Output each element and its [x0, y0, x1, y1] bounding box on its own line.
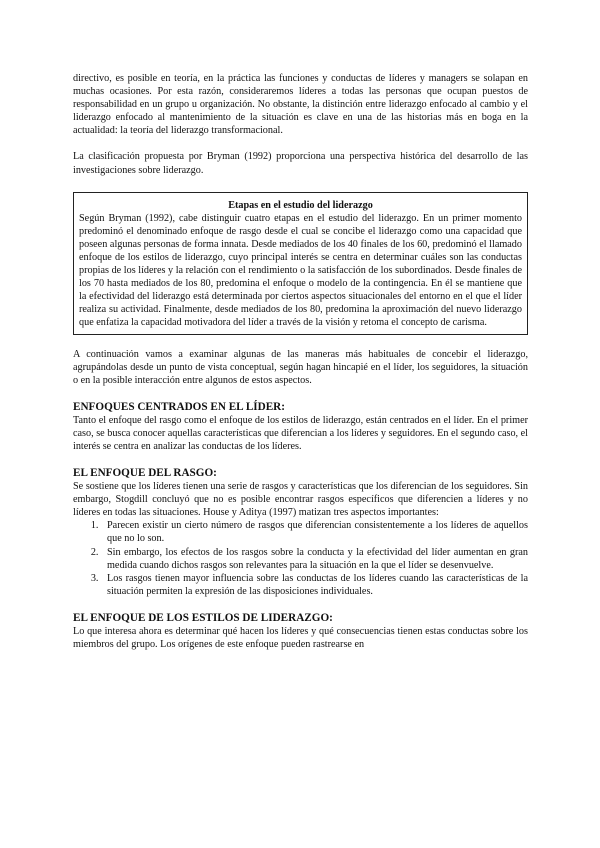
stages-box: [73, 192, 528, 335]
stages-box-text: Según Bryman (1992), cabe distinguir cuatro etapas en el estudio del liderazgo. En un primer momento predominó el denominado enfoque de rasgo desde el cual se concibe el liderazgo como una capacidad que poseen algunas personas de forma innata. Desde mediados de los 40 finales de los 60, predominó el llamado enfoque de los estilos de liderazgo, cuyo principal interés se centra en determinar cuáles son las conductas propias de los líderes y la relación con el rendimiento o la satisfacción de los subordinados. Desde finales de los 70 hasta mediados de los 80, predomina el enfoque o modelo de la contingencia. En él se mantiene que la efectividad del liderazgo está determinada por ciertos aspectos situacionales del entorno en el que el líder realiza su actividad. Finalmente, desde mediados de los 80, predomina la aproximación del nuevo liderazgo que enfatiza la capacidad motivadora del líder a través de la visión y retoma el concepto de carisma.: [79, 212, 522, 329]
trait-aspects-list: [73, 519, 528, 598]
stages-box-title: Etapas en el estudio del liderazgo: [228, 199, 373, 211]
list-item: 2. Sin embargo, los efectos de los rasgos sobre la conducta y la efectividad del líder aumentan en gran medida cuando dichos rasgos son relevantes para la situación en la que el líder se desenvuelve.: [101, 546, 528, 572]
section-text-trait: Se sostiene que los líderes tienen una serie de rasgos y características que los diferencian de los seguidores. Sin embargo, Stogdill concluyó que no es posible encontrar rasgos específicos que diferencien a líderes y no líderes en todas las situaciones. House y Aditya (1997) matizan tres aspectos importantes:: [73, 481, 528, 519]
section-heading-leader: ENFOQUES CENTRADOS EN EL LÍDER:: [73, 400, 285, 413]
transition-paragraph: A continuación vamos a examinar algunas de las maneras más habituales de concebir el liderazgo, agrupándolas desde un punto de vista conceptual, según hagan hincapié en el líder, los seguidores, la situación o en la posible interacción entre algunos de estos aspectos.: [73, 348, 528, 386]
section-text-leader: Tanto el enfoque del rasgo como el enfoque de los estilos de liderazgo, están centrados en el líder. En el primer caso, se busca conocer aquellas características que diferencian a los líderes y seguidores. En el segundo caso, el interés se centra en analizar las conductas de los líderes.: [73, 414, 528, 452]
section-heading-trait: EL ENFOQUE DEL RASGO:: [73, 467, 217, 480]
intro-paragraph-1: directivo, es posible en teoría, en la práctica las funciones y conductas de líderes y managers se solapan en muchas ocasiones. Por esta razón, consideraremos líderes a todas las personas que ocupan puestos de responsabilidad en un grupo u organización. No obstante, la distinción entre liderazgo enfocado al cambio y el liderazgo enfocado al mantenimiento de la situación es clave en una de las historias más en boga en la actualidad: la teoría del liderazgo transformacional.: [73, 73, 528, 137]
section-heading-styles: EL ENFOQUE DE LOS ESTILOS DE LIDERAZGO:: [73, 611, 333, 624]
section-text-styles: Lo que interesa ahora es determinar qué hacen los líderes y qué consecuencias tienen estas conductas sobre los miembros del grupo. Los orígenes de este enfoque pueden rastrearse en: [73, 625, 528, 650]
intro-paragraph-2: La clasificación propuesta por Bryman (1992) proporciona una perspectiva histórica del desarrollo de las investigaciones sobre liderazgo.: [73, 151, 528, 176]
list-item: 1. Parecen existir un cierto número de rasgos que diferencian consistentemente a los líderes de aquellos que no lo son.: [101, 519, 528, 545]
document-page: [73, 72, 528, 651]
list-item: 3. Los rasgos tienen mayor influencia sobre las conductas de los líderes cuando las características de la situación permiten la expresión de las disposiciones individuales.: [101, 572, 528, 598]
